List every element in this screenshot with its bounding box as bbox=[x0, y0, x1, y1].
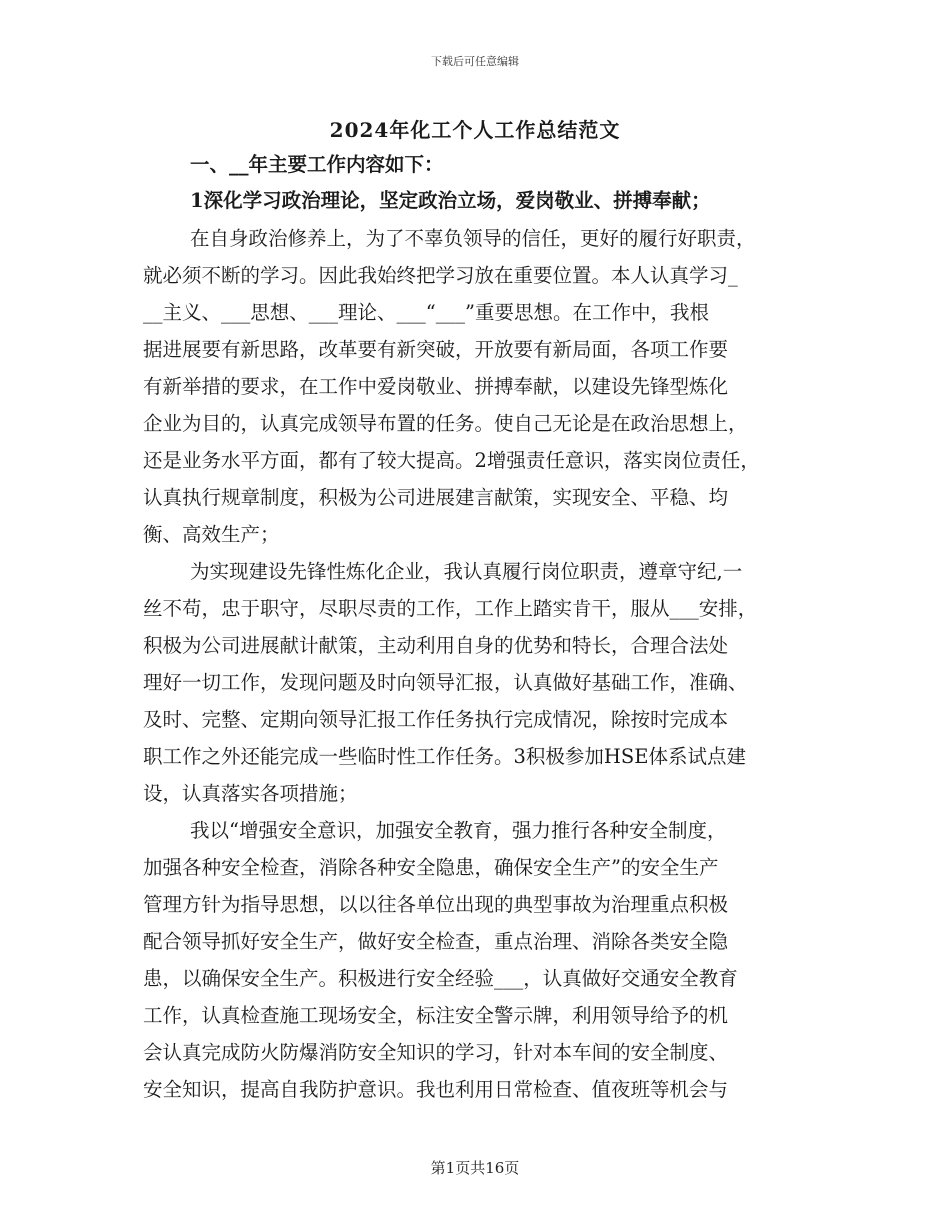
body-line: 加强各种安全检查，消除各种安全隐患，确保安全生产”的安全生产 bbox=[143, 856, 719, 879]
body-line: 就必须不断的学习。因此我始终把学习放在重要位置。本人认真学习_ bbox=[143, 264, 738, 287]
body-line: 在自身政治修养上，为了不辜负领导的信任，更好的履行好职责， bbox=[190, 227, 756, 250]
document-title: 2024年化工个人工作总结范文 bbox=[329, 118, 621, 142]
body-line: 衡、高效生产； bbox=[143, 523, 280, 546]
body-line: 我以“增强安全意识，加强安全教育，强力推行各种安全制度， bbox=[190, 819, 727, 842]
body-line: 认真执行规章制度，积极为公司进展建言献策，实现安全、平稳、均 bbox=[143, 486, 729, 509]
body-line: 设，认真落实各项措施； bbox=[143, 782, 358, 805]
section-heading: 一、__年主要工作内容如下： bbox=[190, 153, 444, 176]
body-line: 工作，认真检查施工现场安全，标注安全警示牌，利用领导给予的机 bbox=[143, 1004, 729, 1027]
page-footer: 第1页共16页 bbox=[430, 1159, 520, 1177]
body-line: 为实现建设先锋性炼化企业，我认真履行岗位职责，遵章守纪,一 bbox=[190, 560, 743, 583]
body-line: 积极为公司进展献计献策，主动利用自身的优势和特长，合理合法处 bbox=[143, 634, 729, 657]
download-note: 下载后可任意编辑 bbox=[431, 55, 519, 68]
body-line: __主义、___思想、___理论、___“___”重要思想。在工作中，我根 bbox=[143, 301, 709, 324]
body-line: 企业为目的，认真完成领导布置的任务。使自己无论是在政治思想上， bbox=[143, 412, 748, 435]
subheading-1: 1深化学习政治理论，坚定政治立场，爱岗敬业、拼搏奉献； bbox=[190, 189, 711, 212]
body-line: 安全知识，提高自我防护意识。我也利用日常检查、值夜班等机会与 bbox=[143, 1078, 729, 1101]
body-line: 有新举措的要求，在工作中爱岗敬业、拼搏奉献，以建设先锋型炼化 bbox=[143, 375, 729, 398]
body-line: 患，以确保安全生产。积极进行安全经验___，认真做好交通安全教育 bbox=[143, 967, 738, 990]
body-line: 配合领导抓好安全生产，做好安全检查，重点治理、消除各类安全隐 bbox=[143, 930, 729, 953]
body-line: 理好一切工作，发现问题及时向领导汇报，认真做好基础工作，准确、 bbox=[143, 671, 748, 694]
body-line: 管理方针为指导思想，以以往各单位出现的典型事故为治理重点积极 bbox=[143, 893, 729, 916]
body-line: 会认真完成防火防爆消防安全知识的学习，针对本车间的安全制度、 bbox=[143, 1041, 729, 1064]
body-line: 及时、完整、定期向领导汇报工作任务执行完成情况，除按时完成本 bbox=[143, 708, 729, 731]
body-line: 还是业务水平方面，都有了较大提高。2增强责任意识，落实岗位责任， bbox=[143, 449, 760, 472]
body-line: 丝不苟，忠于职守，尽职尽责的工作，工作上踏实肯干，服从___安排， bbox=[143, 597, 758, 620]
body-line: 职工作之外还能完成一些临时性工作任务。3积极参加HSE体系试点建 bbox=[143, 745, 747, 768]
body-line: 据进展要有新思路，改革要有新突破，开放要有新局面，各项工作要 bbox=[143, 338, 729, 361]
